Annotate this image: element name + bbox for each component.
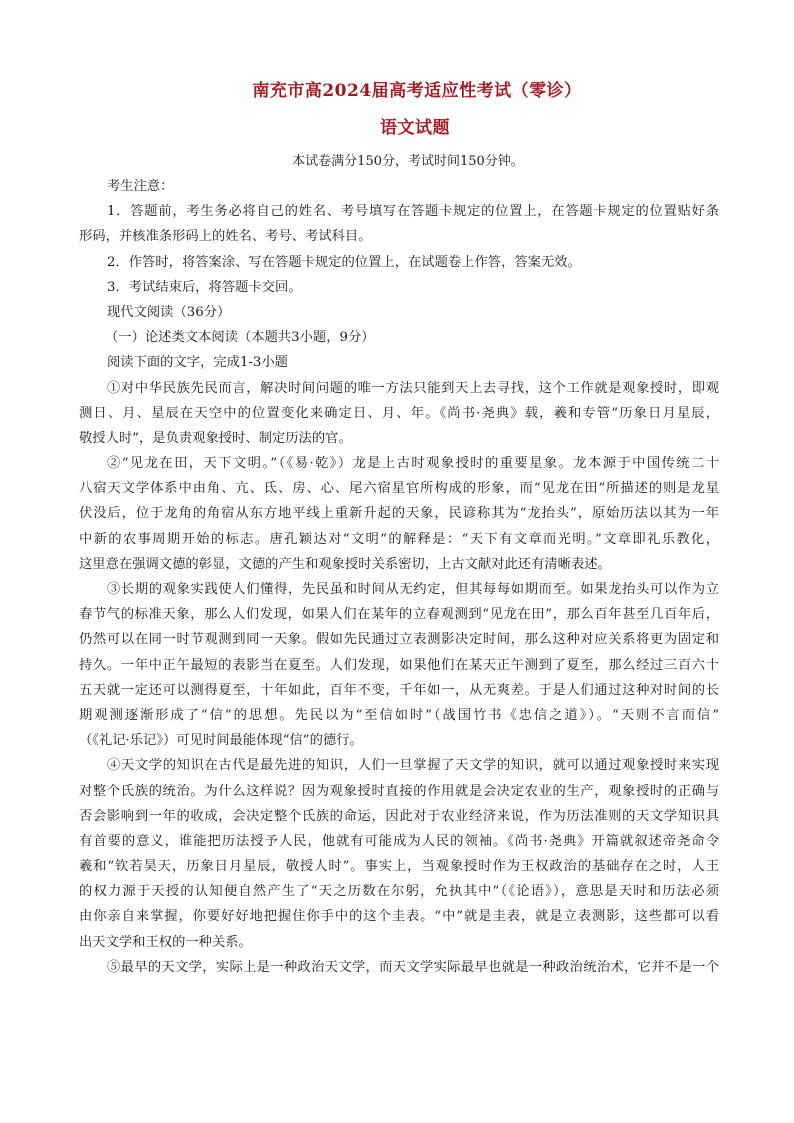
notice-heading: 考生注意：: [107, 179, 174, 194]
paragraph-2-line-3: 伏没后，位于龙角的角宿从东方地平线上重新升起的天象，民谚称其为“龙抬头”，原始历法以其为一年: [79, 506, 719, 522]
notice-item-1-line-1: 1．答题前，考生务必将自己的姓名、考号填写在答题卡规定的位置上，在答题卡规定的位置贴好条: [107, 204, 719, 220]
paragraph-2-line-2: 八宿天文学体系中由角、亢、氐、房、心、尾六宿星官所构成的形象，而“见龙在田”所描述的则是龙星: [79, 481, 719, 497]
paragraph-4-line-2: 对整个氏族的统治。为什么这样说？因为观象授时直接的作用就是会决定农业的生产，观象授时的正确与: [79, 783, 719, 799]
paragraph-3-line-5: 五天就一定还可以测得夏至，十年如此，百年不变，千年如一，从无爽差。于是人们通过这种对时间的长: [79, 682, 719, 698]
section-instruction: 阅读下面的文字，完成1-3小题: [107, 355, 288, 371]
paragraph-3-line-2: 春节气的标准天象，那么人们发现，如果人们在某年的立春观测到“见龙在田”，那么百年甚至几百年后，: [79, 607, 719, 623]
paragraph-3-line-3: 仍然可以在同一时节观测到同一天象。假如先民通过立表测影决定时间，那么这种对应关系将更为固定和: [79, 632, 719, 648]
section-sub-heading: （一）论述类文本阅读（本题共3小题，9分）: [105, 330, 375, 346]
paragraph-4-line-6: 的权力源于天授的认知便自然产生了“天之历数在尔躬，允执其中”（《论语》），意思是天时和历法必须: [79, 884, 719, 900]
paragraph-5-line-1: ⑤最早的天文学，实际上是一种政治天文学，而天文学实际最早也就是一种政治统治术，它并不是一个: [107, 959, 719, 975]
paragraph-3-line-1: ③长期的观象实践使人们懂得，先民虽和时间从无约定，但其每每如期而至。如果龙抬头可以作为立: [107, 582, 719, 597]
paragraph-4-line-4: 有首要的意义，谁能把历法授予人民，他就有可能成为人民的领袖。《尚书·尧典》开篇就叙述帝尧命令: [79, 833, 719, 849]
paragraph-1-line-1: ①对中华民族先民而言，解决时间问题的唯一方法只能到天上去寻找，这个工作就是观象授时，即观: [107, 380, 719, 396]
paragraph-2-line-1: ②“见龙在田，天下文明。”（《易·乾》）龙是上古时观象授时的重要星象。龙本源于中国传统二十: [107, 456, 719, 472]
document-body: [79, 174, 719, 980]
paragraph-1-line-2: 测日、月、星辰在天空中的位置变化来确定日、月、年。《尚书·尧典》载，羲和专管“历象日月星辰，: [79, 405, 719, 421]
exam-subject: 语文试题: [380, 118, 450, 138]
paragraph-4-line-8: 出天文学和王权的一种关系。: [79, 934, 252, 950]
exam-title: 南充市高2024届高考适应性考试（零诊）: [252, 81, 582, 101]
notice-item-3: 3．考试结束后，将答题卡交回。: [107, 279, 302, 295]
score-note: 本试卷满分150分，考试时间150分钟。: [292, 154, 524, 169]
paragraph-3-line-4: 持久。一年中正午最短的表影当在夏至。人们发现，如果他们在某天正午测到了夏至，那么经过三百六十: [79, 657, 719, 673]
notice-item-1-line-2: 形码，并核准条形码上的姓名、考号、考试科目。: [79, 229, 372, 245]
paragraph-1-line-3: 敬授人时”，是负责观象授时、制定历法的官。: [79, 430, 352, 446]
paragraph-4-line-7: 由你亲自来掌握，你要好好地把握住你手中的这个圭表。“中”就是圭表，就是立表测影，这些都可以看: [79, 909, 719, 925]
paragraph-4-line-5: 羲和“钦若昊天，历象日月星辰，敬授人时”。事实上，当观象授时作为王权政治的基础存在之时，人王: [79, 859, 719, 875]
paragraph-2-line-5: 这里意在强调文德的彰显，文德的产生和观象授时关系密切，上古文献对此还有清晰表述。: [79, 556, 611, 572]
section-heading: 现代文阅读（36分）: [107, 304, 231, 320]
notice-item-2: 2．作答时，将答案涂、写在答题卡规定的位置上，在试题卷上作答，答案无效。: [107, 254, 581, 270]
paragraph-4-line-3: 否会影响到一年的收成，会决定整个氏族的命运，因此对于农业经济来说，作为历法准则的天文学知识具: [79, 808, 719, 824]
paragraph-3-line-6: 期观测逐渐形成了“信”的思想。先民以为“至信如时”（战国竹书《忠信之道》）。“天则不言而信”: [79, 707, 719, 723]
paragraph-4-line-1: ④天文学的知识在古代是最先进的知识，人们一旦掌握了天文学的知识，就可以通过观象授时来实现: [107, 758, 719, 774]
paragraph-2-line-4: 中新的农事周期开始的标志。唐孔颖达对“文明”的解释是：“天下有文章而光明。”文章即礼乐教化，: [79, 531, 719, 547]
paragraph-3-line-7: （《礼记·乐记》）可见时间最能体现“信”的德行。: [79, 733, 363, 749]
